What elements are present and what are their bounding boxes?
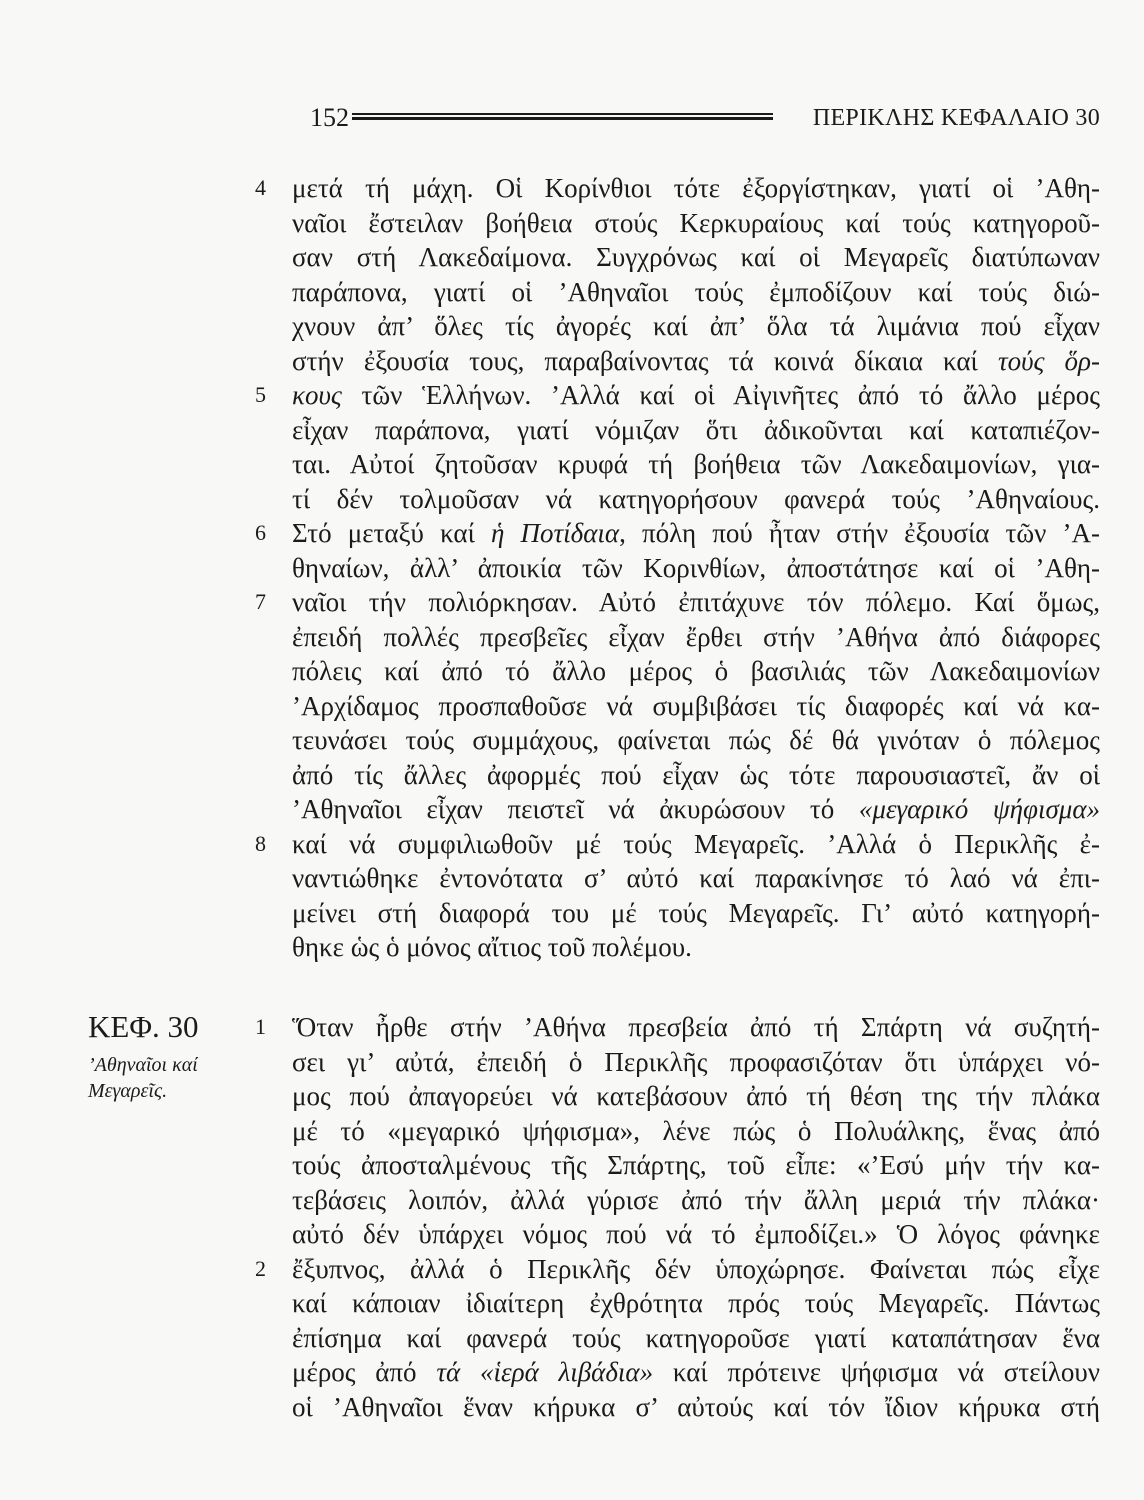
chapter-subtitle-line: Μεγαρεῖς. (88, 1080, 168, 1102)
chapter-subtitle-line: ’Αθηναῖοι καί (88, 1054, 198, 1076)
line-content: , πόλη πού ἦταν στήν ἐξουσία τῶν ’Α- (619, 518, 1100, 548)
line-content: εἶχαν παράπονα, γιατί νόμιζαν ὅτι ἀδικοῦνται καί καταπιέζον- (292, 414, 1100, 445)
line-text (292, 792, 1100, 827)
line-text (292, 516, 1100, 551)
text-line (230, 344, 1100, 379)
line-content: ἔξυπνος, ἀλλά ὁ Περικλῆς δέν ὑποχώρησε. Φαίνεται πώς εἶχε (292, 1253, 1100, 1284)
text-line (230, 413, 1100, 448)
running-title: ΠΕΡΙΚΛΗΣ ΚΕΦΑΛΑΙΟ 30 (812, 105, 1100, 131)
text-line (230, 1252, 1100, 1287)
line-text (292, 758, 1100, 793)
text-block-chapter-30 (230, 1010, 1100, 1424)
line-content: μετά τή μάχη. Οἱ Κορίνθιοι τότε ἐξοργίστηκαν, γιατί οἱ ’Αθη- (292, 173, 1100, 203)
line-text (292, 240, 1100, 275)
text-line (230, 1286, 1100, 1321)
line-text (292, 1010, 1100, 1045)
text-line (230, 792, 1100, 827)
line-text (292, 378, 1100, 413)
line-text (292, 1079, 1100, 1114)
line-text (292, 171, 1100, 206)
line-text (292, 689, 1100, 724)
line-content: καί πρότεινε ψήφισμα νά στείλουν (653, 1357, 1100, 1387)
line-text (292, 1321, 1100, 1356)
line-text (292, 551, 1100, 586)
line-text (292, 1252, 1100, 1287)
text-line (230, 620, 1100, 655)
line-text (292, 861, 1100, 896)
line-number: 1 (255, 1014, 266, 1039)
text-line (230, 309, 1100, 344)
line-number: 2 (255, 1255, 266, 1281)
line-text (292, 1045, 1100, 1080)
text-line (230, 896, 1100, 931)
line-text (292, 344, 1100, 379)
line-text (292, 896, 1100, 931)
line-content: Ὅταν ἦρθε στήν ’Αθήνα πρεσβεία ἀπό τή Σπάρτη νά συζητή- (292, 1012, 1100, 1042)
text-line (230, 171, 1100, 206)
chapter-label: ΚΕΦ. 30 (88, 1009, 199, 1044)
line-text (292, 482, 1100, 517)
text-line (230, 861, 1100, 896)
line-content: αὐτό δέν ὑπάρχει νόμος πού νά τό ἐμποδίζει.» Ὁ λόγος φάνηκε (292, 1219, 1100, 1249)
line-text (292, 827, 1100, 862)
text-line (230, 551, 1100, 586)
line-text (292, 1286, 1100, 1321)
page-number: 152 (310, 103, 349, 132)
line-content: θηναίων, ἀλλ’ ἀποικία τῶν Κορινθίων, ἀποστάτησε καί οἱ ’Αθη- (292, 552, 1100, 583)
line-content: τευνάσει τούς συμμάχους, φαίνεται πώς δέ θά γινόταν ὁ πόλεμος (292, 725, 1100, 755)
text-line (230, 1079, 1100, 1114)
line-text (292, 723, 1100, 758)
line-content: παράπονα, γιατί οἱ ’Αθηναῖοι τούς ἐμποδίζουν καί τούς διώ- (292, 276, 1100, 307)
line-content: σαν στή Λακεδαίμονα. Συγχρόνως καί οἱ Μεγαρεῖς διατύπωναν (292, 242, 1100, 272)
line-content: ται. Αὐτοί ζητοῦσαν κρυφά τή βοήθεια τῶν Λακεδαιμονίων, για- (292, 449, 1100, 479)
text-line (230, 1321, 1100, 1356)
line-text (292, 309, 1100, 344)
line-content: μέρος ἀπό (292, 1357, 437, 1387)
line-content: μέ τό «μεγαρικό ψήφισμα», λένε πώς ὁ Πολυάλκης, ἕνας ἀπό (292, 1115, 1100, 1146)
line-text (292, 1390, 1100, 1425)
chapter-subtitle (88, 1052, 228, 1104)
line-text (292, 1114, 1100, 1149)
line-content: οἱ ’Αθηναῖοι ἕναν κήρυκα σ’ αὐτούς καί τόν ἴδιον κήρυκα στή (292, 1391, 1100, 1422)
text-line (230, 585, 1100, 620)
line-number: 5 (255, 382, 266, 407)
text-line (230, 240, 1100, 275)
text-line (230, 1114, 1100, 1149)
line-content: καί κάποιαν ἰδιαίτερη ἐχθρότητα πρός τούς Μεγαρεῖς. Πάντως (292, 1288, 1100, 1318)
text-line (230, 827, 1100, 862)
line-text (292, 1183, 1100, 1218)
text-line (230, 206, 1100, 241)
line-content: τεβάσεις λοιπόν, ἀλλά γύρισε ἀπό τήν ἄλλη μεριά τήν πλάκα· (292, 1184, 1100, 1215)
line-number: 8 (255, 830, 266, 856)
italic-phrase: ἡ Ποτίδαια (490, 518, 620, 548)
line-number: 7 (255, 589, 266, 614)
line-content: τί δέν τολμοῦσαν νά κατηγορήσουν φανερά τούς ’Αθηναίους. (292, 483, 1100, 514)
running-header (300, 100, 1100, 136)
line-number: 6 (255, 520, 266, 545)
text-block-chapter-29-end (230, 171, 1100, 965)
text-line (230, 654, 1100, 689)
line-content: στήν ἐξουσία τους, παραβαίνοντας τά κοινά δίκαια καί (292, 345, 998, 376)
text-line (230, 1183, 1100, 1218)
text-line (230, 1045, 1100, 1080)
line-content: τῶν Ἑλλήνων. ’Αλλά καί οἱ Αἰγινῆτες ἀπό τό ἄλλο μέρος (341, 380, 1100, 410)
text-line (230, 930, 1100, 965)
line-number: 4 (255, 175, 266, 200)
line-text (292, 654, 1100, 689)
line-content: ναῖοι ἔστειλαν βοήθεια στούς Κερκυραίους καί τούς κατηγοροῦ- (292, 207, 1100, 238)
line-content: ἐπίσημα καί φανερά τούς κατηγοροῦσε γιατί καταπάτησαν ἕνα (292, 1322, 1100, 1353)
line-content: χνουν ἀπ’ ὅλες τίς ἀγορές καί ἀπ’ ὅλα τά λιμάνια πού εἶχαν (292, 311, 1100, 341)
line-content: Στό μεταξύ καί (292, 518, 491, 548)
text-line (230, 1390, 1100, 1425)
italic-phrase: «μεγαρικό ψήφισμα» (858, 794, 1100, 824)
text-line (230, 482, 1100, 517)
text-line (230, 275, 1100, 310)
line-content: ’Αθηναῖοι εἶχαν πειστεῖ νά ἀκυρώσουν τό (292, 794, 859, 824)
line-content: ’Αρχίδαμος προσπαθοῦσε νά συμβιβάσει τίς διαφορές καί νά κα- (292, 690, 1100, 721)
line-text (292, 930, 1100, 965)
text-line (230, 447, 1100, 482)
line-content: σει γι’ αὐτά, ἐπειδή ὁ Περικλῆς προφασιζόταν ὅτι ὑπάρχει νό- (292, 1046, 1100, 1077)
text-line (230, 758, 1100, 793)
text-line (230, 723, 1100, 758)
text-line (230, 689, 1100, 724)
text-line (230, 1010, 1100, 1045)
line-text (292, 1217, 1100, 1252)
header-rule (352, 113, 773, 120)
italic-phrase: τούς ὅρ- (997, 345, 1100, 376)
line-content: ἐπειδή πολλές πρεσβεῖες εἶχαν ἔρθει στήν ’Αθήνα ἀπό διάφορες (292, 621, 1100, 652)
line-text (292, 585, 1100, 620)
line-content: καί νά συμφιλιωθοῦν μέ τούς Μεγαρεῖς. ’Αλλά ὁ Περικλῆς ἐ- (292, 828, 1100, 859)
chapter-heading (88, 1008, 228, 1104)
line-text (292, 620, 1100, 655)
line-text (292, 1148, 1100, 1183)
italic-phrase: τά «ἱερά λιβάδια» (436, 1357, 654, 1387)
text-line (230, 378, 1100, 413)
text-line (230, 516, 1100, 551)
line-content: ναντιώθηκε ἐντονότατα σ’ αὐτό καί παρακίνησε τό λαό νά ἐπι- (292, 863, 1100, 893)
line-text (292, 275, 1100, 310)
line-content: πόλεις καί ἀπό τό ἄλλο μέρος ὁ βασιλιάς τῶν Λακεδαιμονίων (292, 656, 1100, 686)
line-text (292, 1355, 1100, 1390)
line-text (292, 206, 1100, 241)
line-content: τούς ἀποσταλμένους τῆς Σπάρτης, τοῦ εἶπε: «’Εσύ μήν τήν κα- (292, 1150, 1100, 1180)
line-text (292, 447, 1100, 482)
text-line (230, 1148, 1100, 1183)
text-line (230, 1217, 1100, 1252)
text-line (230, 1355, 1100, 1390)
line-text (292, 413, 1100, 448)
line-content: ναῖοι τήν πολιόρκησαν. Αὐτό ἐπιτάχυνε τόν πόλεμο. Καί ὅμως, (292, 587, 1100, 617)
line-content: θηκε ὡς ὁ μόνος αἴτιος τοῦ πολέμου. (292, 932, 692, 962)
line-content: ἀπό τίς ἄλλες ἀφορμές πού εἶχαν ὡς τότε παρουσιαστεῖ, ἄν οἱ (292, 759, 1100, 790)
italic-phrase: κους (292, 380, 342, 410)
line-content: μος πού ἀπαγορεύει νά κατεβάσουν ἀπό τή θέση της τήν πλάκα (292, 1081, 1100, 1111)
line-content: μείνει στή διαφορά του μέ τούς Μεγαρεῖς. Γι’ αὐτό κατηγορή- (292, 897, 1100, 928)
